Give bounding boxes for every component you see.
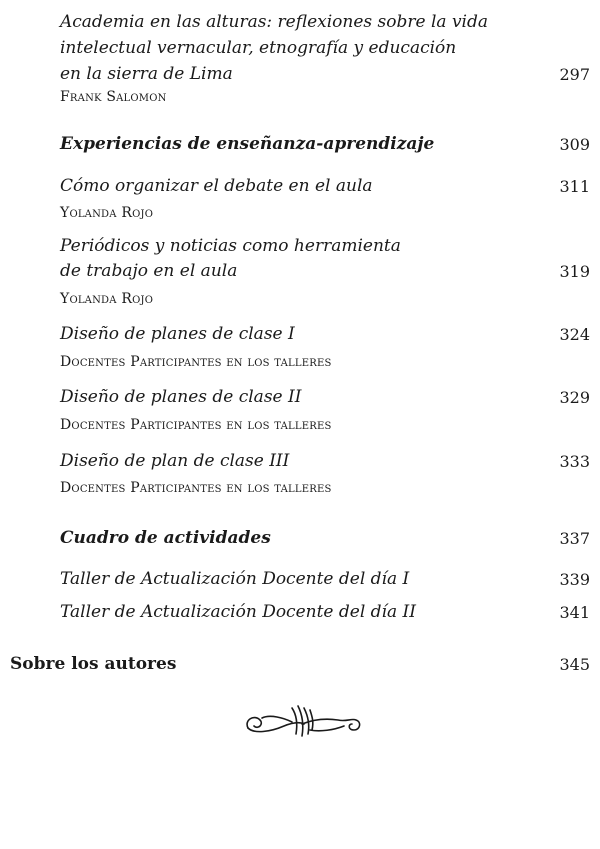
toc-section-heading: Experiencias de enseñanza-aprendizaje (60, 134, 435, 154)
toc-entry-title-line: Academia en las alturas: reflexiones sobre la vida (60, 12, 489, 32)
toc-section-heading: Cuadro de actividades (60, 528, 271, 548)
toc-page-number: 311 (559, 177, 590, 196)
toc-page-number: 319 (559, 262, 590, 281)
toc-page-number: 345 (559, 655, 590, 674)
toc-entry-author: Frank Salomon (60, 89, 167, 105)
toc-part-heading: Sobre los autores (10, 654, 177, 674)
toc-page-number: 333 (559, 452, 590, 471)
toc-page-number: 324 (559, 325, 590, 344)
toc-entry-title-line: Diseño de planes de clase I (60, 324, 295, 344)
toc-page-number: 309 (559, 135, 590, 154)
toc-entry-title-line: Diseño de plan de clase III (60, 451, 290, 471)
toc-entry-author: Docentes Participantes en los talleres (60, 417, 332, 433)
toc-entry-author: Docentes Participantes en los talleres (60, 354, 332, 370)
toc-page-number: 339 (559, 570, 590, 589)
toc-page-number: 329 (559, 388, 590, 407)
scroll-flourish-icon (240, 700, 366, 744)
toc-entry-author: Docentes Participantes en los talleres (60, 480, 332, 496)
toc-entry-author: Yolanda Rojo (60, 205, 154, 221)
toc-page-number: 341 (559, 603, 590, 622)
toc-page-number: 337 (559, 529, 590, 548)
toc-entry-title-line: Periódicos y noticias como herramienta (60, 236, 401, 256)
toc-entry-title-line: Taller de Actualización Docente del día I (60, 569, 410, 589)
toc-entry-title-line: Diseño de planes de clase II (60, 387, 302, 407)
toc-entry-title-line: de trabajo en el aula (60, 261, 238, 281)
toc-page-number: 297 (559, 65, 590, 84)
toc-entry-title-line: intelectual vernacular, etnografía y educación (60, 38, 457, 58)
toc-entry-title-line: Cómo organizar el debate en el aula (60, 176, 373, 196)
toc-entry-title-line: en la sierra de Lima (60, 64, 233, 84)
toc-entry-author: Yolanda Rojo (60, 291, 154, 307)
toc-entry-title-line: Taller de Actualización Docente del día II (60, 602, 416, 622)
